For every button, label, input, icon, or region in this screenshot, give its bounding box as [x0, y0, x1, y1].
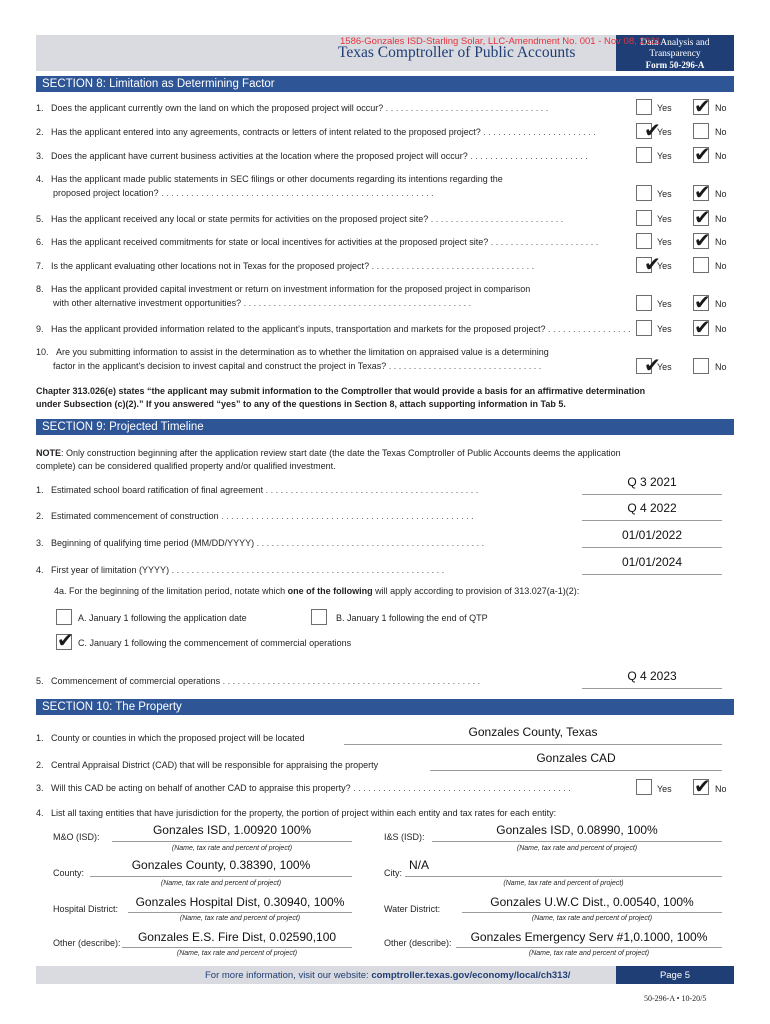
county-label: County:: [53, 868, 85, 878]
county-field[interactable]: Gonzales County, Texas: [468, 725, 598, 739]
question-4: 4. Has the applicant made public statements in SEC filings or other documents regarding its intentions regarding the proposed project location? . . . . . . . . . . . . . . . . . . . . . . . . . . . . . . . . . . . . . . . . . . . . . . . . . . . . . . .: [36, 174, 503, 198]
checkmark-icon: ✔: [694, 315, 711, 339]
checkmark-icon: ✔: [694, 228, 711, 252]
city-line: [405, 876, 722, 877]
s10-q3-yes-checkbox[interactable]: [636, 779, 652, 795]
county-line: [90, 876, 352, 877]
timeline-line: [582, 494, 722, 495]
checkmark-icon: ✔: [57, 628, 74, 652]
question-7-no-checkbox[interactable]: [693, 257, 709, 273]
cad-field[interactable]: Gonzales CAD: [536, 751, 616, 765]
no-label: No: [715, 127, 727, 137]
website-link[interactable]: comptroller.texas.gov/economy/local/ch313/: [371, 970, 571, 981]
water-line: [462, 912, 722, 913]
is-field[interactable]: Gonzales ISD, 0.08990, 100%: [496, 823, 658, 837]
item5-row: 5. Commencement of commercial operations . . . . . . . . . . . . . . . . . . . . . . . . . . . . . . . . . . . . . . . . . . . . . . . . . . . .: [36, 676, 481, 686]
question-10-no-checkbox[interactable]: [693, 358, 709, 374]
question-9: 9. Has the applicant provided information related to the applicant's inputs, transportation and markets for the proposed project? . . . . . . . . . . . . . . . . .: [36, 324, 631, 334]
checkmark-icon: ✔: [694, 774, 711, 798]
yes-label: Yes: [657, 151, 672, 161]
yes-label: Yes: [657, 237, 672, 247]
s10-q3: 3. Will this CAD be acting on behalf of another CAD to appraise this property? . . . . . . . . . . . . . . . . . . . . . . . . . . . . . . . . . . . . . . . . . . . .: [36, 783, 571, 793]
no-label: No: [715, 299, 727, 309]
checkmark-icon: ✔: [694, 180, 711, 204]
s10-q3-no-label: No: [715, 784, 727, 794]
question-5-yes-checkbox[interactable]: [636, 210, 652, 226]
question-2-no-checkbox[interactable]: [693, 123, 709, 139]
hospital-sublabel: (Name, tax rate and percent of project): [179, 915, 301, 922]
hospital-field[interactable]: Gonzales Hospital Dist, 0.30940, 100%: [135, 895, 345, 909]
yes-label: Yes: [657, 189, 672, 199]
s10-q3-yes-label: Yes: [657, 784, 672, 794]
option-a-checkbox[interactable]: [56, 609, 72, 625]
no-label: No: [715, 261, 727, 271]
question-6: 6. Has the applicant received commitments for state or local incentives for activities at the proposed project site? . . . . . . . . . . . . . . . . . . . . . .: [36, 237, 599, 247]
timeline-item-2: 2. Estimated commencement of construction . . . . . . . . . . . . . . . . . . . . . . . . . . . . . . . . . . . . . . . . . . . . . . . . . . .: [36, 511, 474, 521]
water-sublabel: (Name, tax rate and percent of project): [531, 915, 653, 922]
question-7: 7. Is the applicant evaluating other locations not in Texas for the proposed project? . . . . . . . . . . . . . . . . . . . . . . . . . . . . . . . . .: [36, 261, 535, 271]
timeline-value-3[interactable]: 01/01/2022: [621, 528, 683, 542]
option-b-checkbox[interactable]: [311, 609, 327, 625]
option-b-label: B. January 1 following the end of QTP: [336, 613, 488, 623]
question-3: 3. Does the applicant have current business activities at the location where the proposed project will occur? . . . . . . . . . . . . . . . . . . . . . . . .: [36, 151, 588, 161]
other1-line: [122, 947, 352, 948]
s10-q1: 1. County or counties in which the proposed project will be located: [36, 733, 305, 743]
mo-label: M&O (ISD):: [53, 832, 100, 842]
is-line: [432, 841, 722, 842]
question-1-yes-checkbox[interactable]: [636, 99, 652, 115]
other1-sublabel: (Name, tax rate and percent of project): [176, 950, 298, 957]
county-tax-field[interactable]: Gonzales County, 0.38390, 100%: [131, 858, 311, 872]
hospital-label: Hospital District:: [53, 904, 119, 914]
checkmark-icon: ✔: [694, 205, 711, 229]
yes-label: Yes: [657, 362, 672, 372]
hospital-line: [128, 912, 352, 913]
mo-line: [112, 841, 352, 842]
county-sublabel: (Name, tax rate and percent of project): [160, 880, 282, 887]
footer-text: For more information, visit our website: comptroller.texas.gov/economy/local/ch313/: [205, 970, 571, 981]
city-sublabel: (Name, tax rate and percent of project): [503, 880, 624, 887]
s10-q2: 2. Central Appraisal District (CAD) that will be responsible for appraising the property: [36, 760, 379, 770]
other1-label: Other (describe):: [53, 938, 121, 948]
yes-label: Yes: [657, 261, 672, 271]
city-label: City:: [384, 868, 402, 878]
item5-value[interactable]: Q 4 2023: [627, 669, 677, 683]
yes-label: Yes: [657, 299, 672, 309]
no-label: No: [715, 237, 727, 247]
question-2: 2. Has the applicant entered into any agreements, contracts or letters of intent related to the proposed project? . . . . . . . . . . . . . . . . . . . . . . .: [36, 127, 596, 137]
document-stamp: 1586-Gonzales ISD-Starling Solar, LLC-Amendment No. 001 - Nov 08, 2021: [340, 36, 661, 47]
page-number: Page 5: [659, 970, 691, 981]
division-name: Data Analysis and Transparency: [640, 38, 710, 59]
no-label: No: [715, 324, 727, 334]
timeline-line: [582, 574, 722, 575]
no-label: No: [715, 362, 727, 372]
s10-q4: 4. List all taxing entities that have jurisdiction for the property, the portion of project within each entity and tax rates for each entity:: [36, 808, 557, 818]
section-9-title: SECTION 9: Projected Timeline: [36, 419, 734, 435]
no-label: No: [715, 151, 727, 161]
timeline-item-3: 3. Beginning of qualifying time period (MM/DD/YYYY) . . . . . . . . . . . . . . . . . . . . . . . . . . . . . . . . . . . . . . . . . . . . . .: [36, 538, 485, 548]
water-label: Water District:: [384, 904, 441, 914]
question-1: 1. Does the applicant currently own the land on which the proposed project will occur? . . . . . . . . . . . . . . . . . . . . . . . . . . . . . . . . .: [36, 103, 549, 113]
water-field[interactable]: Gonzales U.W.C Dist., 0.00540, 100%: [490, 895, 694, 909]
timeline-line: [582, 547, 722, 548]
question-6-yes-checkbox[interactable]: [636, 233, 652, 249]
question-4-yes-checkbox[interactable]: [636, 185, 652, 201]
other2-sublabel: (Name, tax rate and percent of project): [528, 950, 650, 957]
yes-label: Yes: [657, 324, 672, 334]
other2-line: [456, 947, 722, 948]
yes-label: Yes: [657, 103, 672, 113]
timeline-item-4: 4. First year of limitation (YYYY) . . . . . . . . . . . . . . . . . . . . . . . . . . . . . . . . . . . . . . . . . . . . . . . . . . . . . . .: [36, 565, 445, 575]
mo-sublabel: (Name, tax rate and percent of project): [171, 845, 293, 852]
question-9-yes-checkbox[interactable]: [636, 320, 652, 336]
agency-name: Texas Comptroller of Public Accounts: [338, 44, 576, 61]
form-number: Form 50-296-A: [645, 60, 705, 70]
s10-q2-line: [430, 770, 722, 771]
q4a-text: 4a. For the beginning of the limitation period, notate which one of the following will apply according to provision of 313.027(a-1)(2):: [54, 586, 580, 596]
yes-label: Yes: [657, 214, 672, 224]
other1-field[interactable]: Gonzales E.S. Fire Dist, 0.02590,100: [137, 930, 337, 944]
option-a-label: A. January 1 following the application date: [78, 613, 247, 623]
no-label: No: [715, 214, 727, 224]
section-10-title: SECTION 10: The Property: [36, 699, 734, 715]
city-field[interactable]: N/A: [409, 858, 430, 872]
checkmark-icon: ✔: [694, 142, 711, 166]
question-8-yes-checkbox[interactable]: [636, 295, 652, 311]
question-3-yes-checkbox[interactable]: [636, 147, 652, 163]
checkmark-icon: ✔: [644, 118, 661, 142]
checkmark-icon: ✔: [694, 94, 711, 118]
is-label: I&S (ISD):: [384, 832, 425, 842]
question-8: 8. Has the applicant provided capital investment or return on investment information for the proposed project in comparison with other alternative investment opportunities? . . . . . . . . . . . . . . . . . . . . . . . . . . . . . . . . . . . . . . . . . . . . . .: [36, 284, 531, 308]
chapter-note: Chapter 313.026(e) states “the applicant may submit information to the Comptroller that would provide a basis for an affirmative determination under Subsection (c)(2).” If you answered “yes” to any of the questions in Section 8, attach supporting information in Tab 5.: [36, 386, 646, 409]
option-c-label: C. January 1 following the commencement of commercial operations: [78, 638, 352, 648]
s10-q1-line: [344, 744, 722, 745]
timeline-value-4[interactable]: 01/01/2024: [621, 555, 683, 569]
section-9-note: NOTE: Only construction beginning after the application review start date (the date the Texas Comptroller of Public Accounts deems the application complete) can be considered qualified property and/or qualified investment.: [36, 448, 621, 471]
timeline-item-1: 1. Estimated school board ratification of final agreement . . . . . . . . . . . . . . . . . . . . . . . . . . . . . . . . . . . . . . . . . . .: [36, 485, 479, 495]
timeline-value-1[interactable]: Q 3 2021: [627, 475, 677, 489]
timeline-line: [582, 520, 722, 521]
question-10: 10. Are you submitting information to assist in the determination as to whether the limitation on appraised value is a determining factor in the applicant's decision to invest capital and construct the project in Texas? . . . . . . . . . . . . . . . . . . . . . . . . . . . . . . .: [36, 347, 549, 371]
yes-label: Yes: [657, 127, 672, 137]
no-label: No: [715, 189, 727, 199]
timeline-value-2[interactable]: Q 4 2022: [627, 501, 677, 515]
is-sublabel: (Name, tax rate and percent of project): [516, 845, 638, 852]
mo-field[interactable]: Gonzales ISD, 1.00920 100%: [152, 823, 312, 837]
other2-label: Other (describe):: [384, 938, 452, 948]
section-8-title: SECTION 8: Limitation as Determining Factor: [36, 76, 734, 92]
no-label: No: [715, 103, 727, 113]
checkmark-icon: ✔: [644, 252, 661, 276]
checkmark-icon: ✔: [644, 353, 661, 377]
form-revision: 50-296-A • 10-20/5: [644, 994, 707, 1003]
other2-field[interactable]: Gonzales Emergency Serv #1,0.1000, 100%: [470, 930, 708, 944]
question-5: 5. Has the applicant received any local or state permits for activities on the proposed project site? . . . . . . . . . . . . . . . . . . . . . . . . . . .: [36, 214, 564, 224]
item5-line: [582, 688, 722, 689]
checkmark-icon: ✔: [694, 290, 711, 314]
